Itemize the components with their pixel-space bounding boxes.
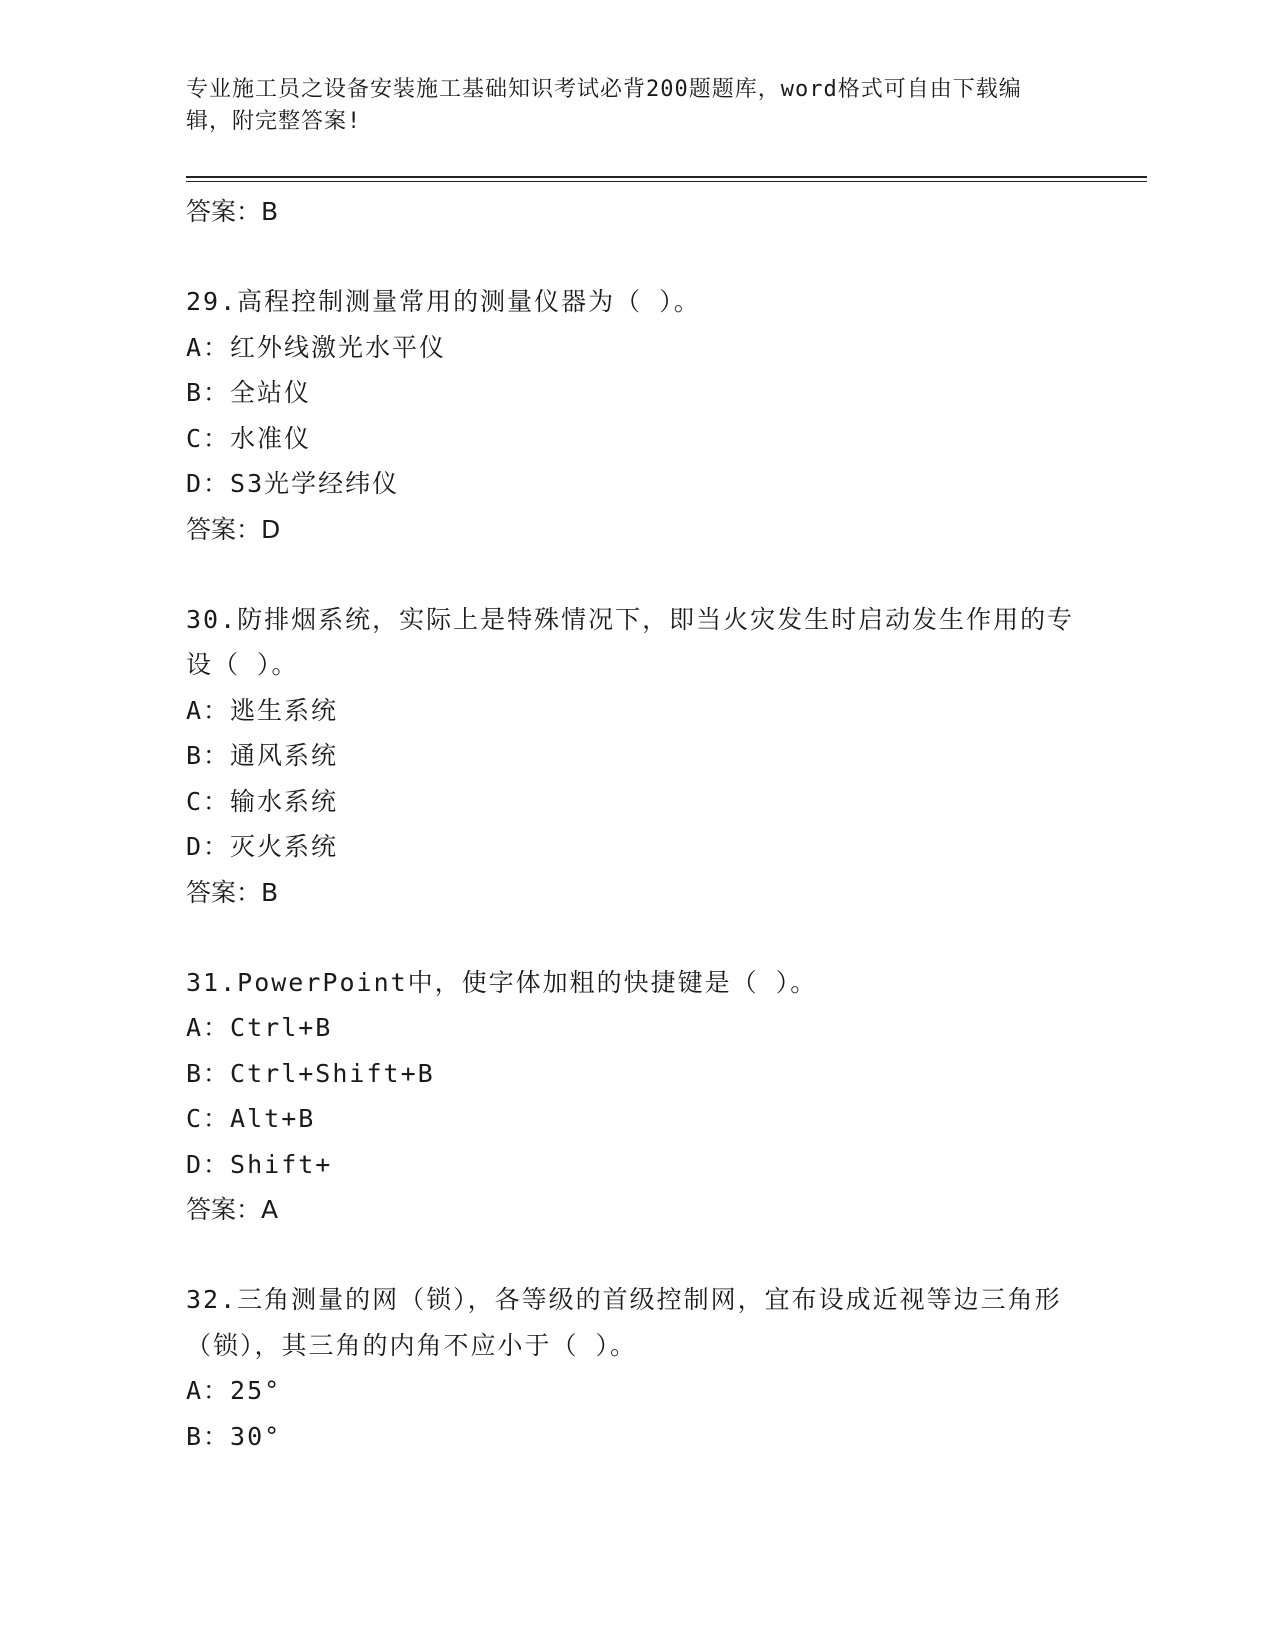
option-c: C：Alt+B: [186, 1104, 316, 1133]
option-a: A：红外线激光水平仪: [186, 332, 447, 362]
question-stem: 32.三角测量的网（锁），各等级的首级控制网，宜布设成近视等边三角形（锁），其三角的内角不应小于（ ）。: [186, 1285, 1062, 1360]
option-a: A：Ctrl+B: [186, 1013, 333, 1042]
question-list: [186, 189, 1086, 1459]
question-stem: 30.防排烟系统，实际上是特殊情况下，即当火灾发生时启动发生作用的专设（ ）。: [186, 604, 1075, 679]
option-c: C：输水系统: [186, 786, 339, 816]
option-b: B：全站仪: [186, 378, 312, 407]
header-divider-thin: [186, 181, 1147, 182]
answer-line: 答案：A: [186, 1195, 279, 1224]
answer-line: 答案：B: [186, 197, 279, 226]
page-header: 专业施工员之设备安装施工基础知识考试必背200题题库，word格式可自由下载编辑，附完整答案!: [186, 77, 1022, 134]
question-block: [186, 279, 1086, 552]
option-b: B：通风系统: [186, 741, 339, 770]
option-b: B：Ctrl+Shift+B: [186, 1058, 435, 1088]
option-d: D：Shift+: [186, 1149, 333, 1179]
option-a: A：逃生系统: [186, 695, 339, 725]
question-block: [186, 960, 1086, 1233]
answer-line: 答案：B: [186, 877, 279, 907]
option-a: A：25°: [186, 1376, 282, 1405]
option-d: D：灭火系统: [186, 832, 339, 861]
question-block: [186, 597, 1086, 915]
option-d: D：S3光学经纬仪: [186, 469, 400, 498]
option-c: C：水准仪: [186, 423, 312, 453]
question-block: [186, 1277, 1086, 1459]
header-divider: [186, 176, 1147, 178]
question-stem: 31.PowerPoint中，使字体加粗的快捷键是（ ）。: [186, 967, 818, 997]
answer-line: 答案：D: [186, 514, 281, 544]
option-b: B：30°: [186, 1421, 282, 1451]
question-stem: 29.高程控制测量常用的测量仪器为（ ）。: [186, 287, 701, 316]
